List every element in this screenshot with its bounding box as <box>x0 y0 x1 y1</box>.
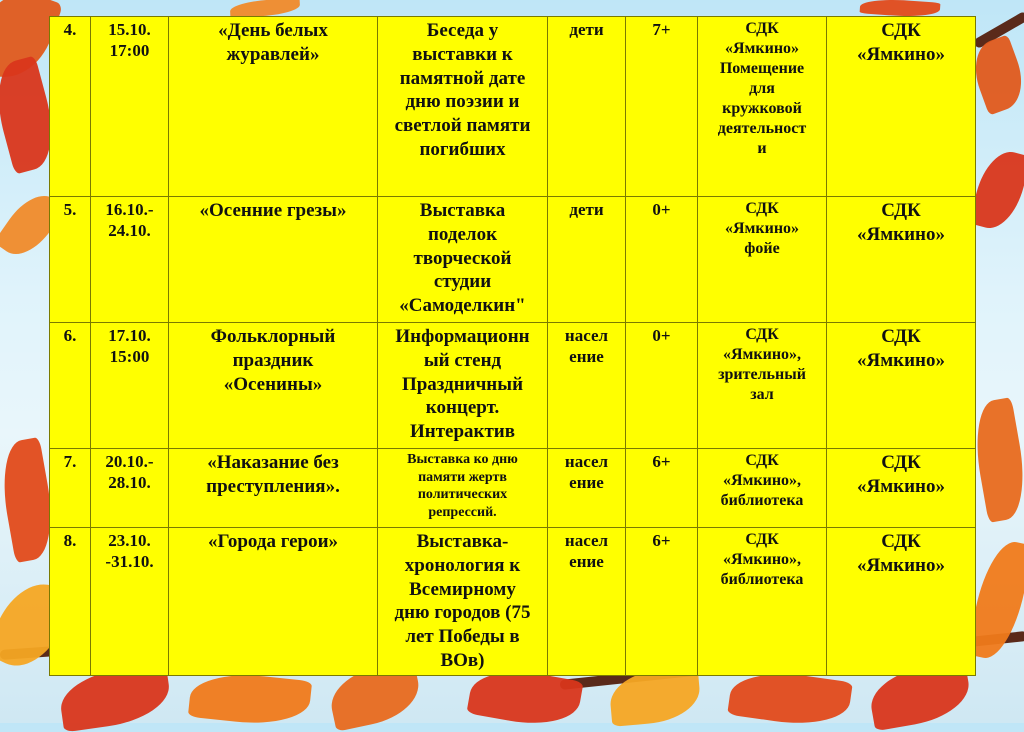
event-description-line: творческой <box>382 247 543 271</box>
row-number: 5. <box>50 197 91 323</box>
event-title <box>169 197 378 323</box>
event-venue <box>698 449 827 528</box>
event-organizer-line: СДК <box>831 19 971 43</box>
event-venue-line: СДК <box>702 325 822 345</box>
event-venue-line: СДК <box>702 530 822 550</box>
event-organizer-line: «Ямкино» <box>831 554 971 578</box>
event-organizer-line: СДК <box>831 530 971 554</box>
event-venue-line: «Ямкино», <box>702 550 822 570</box>
event-venue-line: СДК <box>702 19 822 39</box>
event-title <box>169 17 378 197</box>
event-description-line: Беседа у <box>382 19 543 43</box>
event-date <box>91 197 169 323</box>
event-description <box>378 528 548 676</box>
event-organizer <box>827 197 976 323</box>
event-title-line: «Города герои» <box>173 530 373 554</box>
event-title <box>169 528 378 676</box>
event-organizer-line: СДК <box>831 199 971 223</box>
event-description <box>378 449 548 528</box>
event-venue-line: зал <box>702 385 822 405</box>
event-audience-line: ение <box>552 551 621 572</box>
event-venue <box>698 17 827 197</box>
event-venue <box>698 197 827 323</box>
event-description <box>378 323 548 449</box>
event-date-line: 28.10. <box>95 472 164 493</box>
event-title-line: журавлей» <box>173 43 373 67</box>
event-title <box>169 449 378 528</box>
event-description-line: памятной дате <box>382 67 543 91</box>
event-title <box>169 323 378 449</box>
event-audience <box>548 528 626 676</box>
event-description-line: светлой памяти <box>382 114 543 138</box>
event-organizer-line: «Ямкино» <box>831 475 971 499</box>
event-audience-line: ение <box>552 472 621 493</box>
event-date-line: 17:00 <box>95 40 164 61</box>
event-organizer <box>827 17 976 197</box>
event-audience-line: насел <box>552 530 621 551</box>
event-date <box>91 323 169 449</box>
event-venue-line: и <box>702 139 822 159</box>
event-title-line: праздник <box>173 349 373 373</box>
event-date-line: 15.10. <box>95 19 164 40</box>
maple-leaf-decoration <box>968 146 1024 235</box>
event-description-line: политических <box>382 486 543 504</box>
event-description-line: Интерактив <box>382 420 543 444</box>
event-audience <box>548 17 626 197</box>
maple-leaf-decoration <box>968 397 1024 523</box>
event-date <box>91 528 169 676</box>
row-number: 7. <box>50 449 91 528</box>
event-date-line: -31.10. <box>95 551 164 572</box>
event-description-line: Всемирному <box>382 578 543 602</box>
event-organizer-line: «Ямкино» <box>831 349 971 373</box>
event-date-line: 17.10. <box>95 325 164 346</box>
age-rating: 6+ <box>626 449 698 528</box>
event-description-line: дню городов (75 <box>382 601 543 625</box>
event-organizer-line: СДК <box>831 325 971 349</box>
age-rating: 0+ <box>626 323 698 449</box>
event-description-line: Выставка <box>382 199 543 223</box>
event-venue <box>698 528 827 676</box>
event-organizer-line: СДК <box>831 451 971 475</box>
event-venue-line: зрительный <box>702 365 822 385</box>
event-date-line: 24.10. <box>95 220 164 241</box>
event-description <box>378 197 548 323</box>
row-number: 8. <box>50 528 91 676</box>
event-title-line: преступления». <box>173 475 373 499</box>
event-description-line: студии <box>382 270 543 294</box>
event-description-line: репрессий. <box>382 504 543 522</box>
event-description-line: Праздничный <box>382 373 543 397</box>
event-organizer-line: «Ямкино» <box>831 43 971 67</box>
event-venue <box>698 323 827 449</box>
event-date <box>91 449 169 528</box>
age-rating: 6+ <box>626 528 698 676</box>
age-rating: 7+ <box>626 17 698 197</box>
event-venue-line: деятельност <box>702 119 822 139</box>
row-number: 4. <box>50 17 91 197</box>
event-audience-line: дети <box>552 19 621 40</box>
event-description-line: лет Победы в <box>382 625 543 649</box>
event-venue-line: «Ямкино» <box>702 219 822 239</box>
table-row <box>50 449 976 528</box>
age-rating: 0+ <box>626 197 698 323</box>
event-description-line: дню поэзии и <box>382 90 543 114</box>
event-description-line: Выставка- <box>382 530 543 554</box>
event-venue-line: библиотека <box>702 491 822 511</box>
event-audience-line: насел <box>552 325 621 346</box>
event-description-line: концерт. <box>382 396 543 420</box>
event-date-line: 23.10. <box>95 530 164 551</box>
event-audience <box>548 449 626 528</box>
table-row <box>50 197 976 323</box>
table-row <box>50 323 976 449</box>
event-title-line: Фольклорный <box>173 325 373 349</box>
event-date-line: 15:00 <box>95 346 164 367</box>
event-venue-line: СДК <box>702 451 822 471</box>
table-row <box>50 528 976 676</box>
event-date <box>91 17 169 197</box>
event-audience <box>548 197 626 323</box>
table-row <box>50 17 976 197</box>
event-audience-line: дети <box>552 199 621 220</box>
event-description <box>378 17 548 197</box>
event-venue-line: для <box>702 79 822 99</box>
event-description-line: хронология к <box>382 554 543 578</box>
event-venue-line: «Ямкино» <box>702 39 822 59</box>
event-title-line: «День белых <box>173 19 373 43</box>
event-date-line: 16.10.- <box>95 199 164 220</box>
event-venue-line: библиотека <box>702 570 822 590</box>
event-description-line: «Самоделкин" <box>382 294 543 318</box>
event-description-line: ый стенд <box>382 349 543 373</box>
event-title-line: «Осенние грезы» <box>173 199 373 223</box>
maple-leaf-decoration <box>727 666 853 731</box>
event-description-line: выставки к <box>382 43 543 67</box>
event-description-line: погибших <box>382 138 543 162</box>
event-audience-line: ение <box>552 346 621 367</box>
event-audience-line: насел <box>552 451 621 472</box>
row-number: 6. <box>50 323 91 449</box>
event-venue-line: Помещение <box>702 59 822 79</box>
event-description-line: памяти жертв <box>382 469 543 487</box>
event-description-line: Выставка ко дню <box>382 451 543 469</box>
event-date-line: 20.10.- <box>95 451 164 472</box>
event-description-line: ВОв) <box>382 649 543 673</box>
event-venue-line: «Ямкино», <box>702 345 822 365</box>
event-title-line: «Наказание без <box>173 451 373 475</box>
event-description-line: поделок <box>382 223 543 247</box>
event-organizer <box>827 323 976 449</box>
event-organizer-line: «Ямкино» <box>831 223 971 247</box>
events-schedule-table <box>49 16 976 676</box>
event-organizer <box>827 528 976 676</box>
event-venue-line: фойе <box>702 239 822 259</box>
event-venue-line: СДК <box>702 199 822 219</box>
event-audience <box>548 323 626 449</box>
event-venue-line: кружковой <box>702 99 822 119</box>
event-venue-line: «Ямкино», <box>702 471 822 491</box>
event-title-line: «Осенины» <box>173 373 373 397</box>
maple-leaf-decoration <box>188 669 312 729</box>
event-organizer <box>827 449 976 528</box>
event-description-line: Информационн <box>382 325 543 349</box>
